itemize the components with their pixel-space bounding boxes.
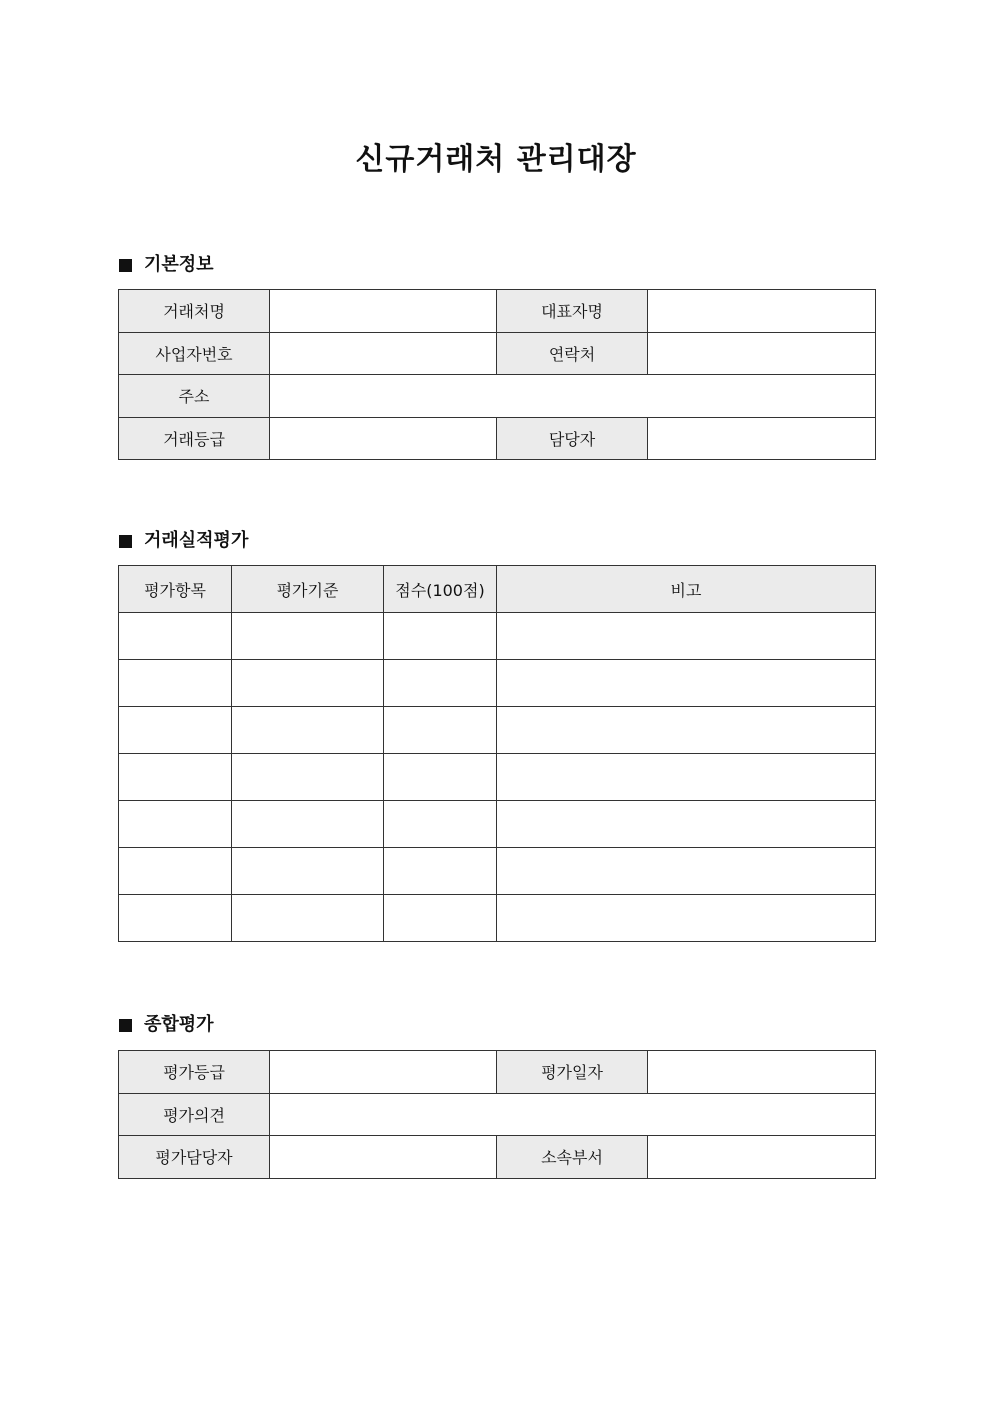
remarks-cell[interactable]	[497, 848, 876, 895]
summary-table	[118, 1050, 876, 1179]
eval-date-label: 평가일자	[497, 1051, 648, 1094]
table-row	[119, 754, 876, 801]
eval-date-field[interactable]	[648, 1051, 876, 1094]
manager-field[interactable]	[648, 417, 876, 460]
basic-info-table	[118, 289, 876, 460]
table-row	[119, 1093, 876, 1136]
eval-criteria-cell[interactable]	[232, 660, 384, 707]
department-label: 소속부서	[497, 1136, 648, 1179]
eval-criteria-cell[interactable]	[232, 613, 384, 660]
trade-grade-label: 거래등급	[119, 417, 270, 460]
column-header-score: 점수(100점)	[384, 566, 497, 613]
square-bullet-icon	[119, 259, 132, 272]
score-cell[interactable]	[384, 660, 497, 707]
eval-item-cell[interactable]	[119, 848, 232, 895]
eval-criteria-cell[interactable]	[232, 754, 384, 801]
address-label: 주소	[119, 375, 270, 418]
score-cell[interactable]	[384, 613, 497, 660]
section-heading-basic-info	[119, 253, 214, 277]
table-row	[119, 332, 876, 375]
table-row	[119, 1051, 876, 1094]
score-cell[interactable]	[384, 895, 497, 942]
eval-criteria-cell[interactable]	[232, 895, 384, 942]
column-header-remarks: 비고	[497, 566, 876, 613]
client-name-label: 거래처명	[119, 290, 270, 333]
square-bullet-icon	[119, 1019, 132, 1032]
section-heading-label: 거래실적평가	[144, 530, 249, 551]
representative-label: 대표자명	[497, 290, 648, 333]
remarks-cell[interactable]	[497, 613, 876, 660]
table-row	[119, 848, 876, 895]
business-number-field[interactable]	[270, 332, 497, 375]
eval-opinion-field[interactable]	[270, 1093, 876, 1136]
eval-item-cell[interactable]	[119, 613, 232, 660]
eval-criteria-cell[interactable]	[232, 801, 384, 848]
business-number-label: 사업자번호	[119, 332, 270, 375]
table-row	[119, 895, 876, 942]
remarks-cell[interactable]	[497, 895, 876, 942]
eval-item-cell[interactable]	[119, 801, 232, 848]
table-row	[119, 375, 876, 418]
table-row	[119, 801, 876, 848]
eval-grade-label: 평가등급	[119, 1051, 270, 1094]
eval-criteria-cell[interactable]	[232, 707, 384, 754]
client-name-field[interactable]	[270, 290, 497, 333]
score-cell[interactable]	[384, 754, 497, 801]
eval-item-cell[interactable]	[119, 754, 232, 801]
remarks-cell[interactable]	[497, 754, 876, 801]
contact-label: 연락처	[497, 332, 648, 375]
representative-field[interactable]	[648, 290, 876, 333]
table-header-row	[119, 566, 876, 613]
column-header-eval-criteria: 평가기준	[232, 566, 384, 613]
table-row	[119, 1136, 876, 1179]
remarks-cell[interactable]	[497, 801, 876, 848]
contact-field[interactable]	[648, 332, 876, 375]
address-field[interactable]	[270, 375, 876, 418]
table-row	[119, 660, 876, 707]
eval-item-cell[interactable]	[119, 895, 232, 942]
eval-item-cell[interactable]	[119, 660, 232, 707]
eval-criteria-cell[interactable]	[232, 848, 384, 895]
eval-opinion-label: 평가의견	[119, 1093, 270, 1136]
table-row	[119, 707, 876, 754]
score-cell[interactable]	[384, 707, 497, 754]
section-heading-label: 종합평가	[144, 1014, 214, 1035]
score-cell[interactable]	[384, 801, 497, 848]
table-row	[119, 290, 876, 333]
square-bullet-icon	[119, 535, 132, 548]
manager-label: 담당자	[497, 417, 648, 460]
section-heading-performance	[119, 529, 248, 553]
score-cell[interactable]	[384, 848, 497, 895]
evaluator-label: 평가담당자	[119, 1136, 270, 1179]
eval-grade-field[interactable]	[270, 1051, 497, 1094]
page-title: 신규거래처 관리대장	[355, 142, 637, 177]
remarks-cell[interactable]	[497, 660, 876, 707]
department-field[interactable]	[648, 1136, 876, 1179]
table-row	[119, 417, 876, 460]
column-header-eval-item: 평가항목	[119, 566, 232, 613]
performance-table	[118, 565, 876, 942]
evaluator-field[interactable]	[270, 1136, 497, 1179]
section-heading-label: 기본정보	[144, 254, 214, 275]
trade-grade-field[interactable]	[270, 417, 497, 460]
table-row	[119, 613, 876, 660]
section-heading-summary	[119, 1013, 214, 1037]
eval-item-cell[interactable]	[119, 707, 232, 754]
remarks-cell[interactable]	[497, 707, 876, 754]
